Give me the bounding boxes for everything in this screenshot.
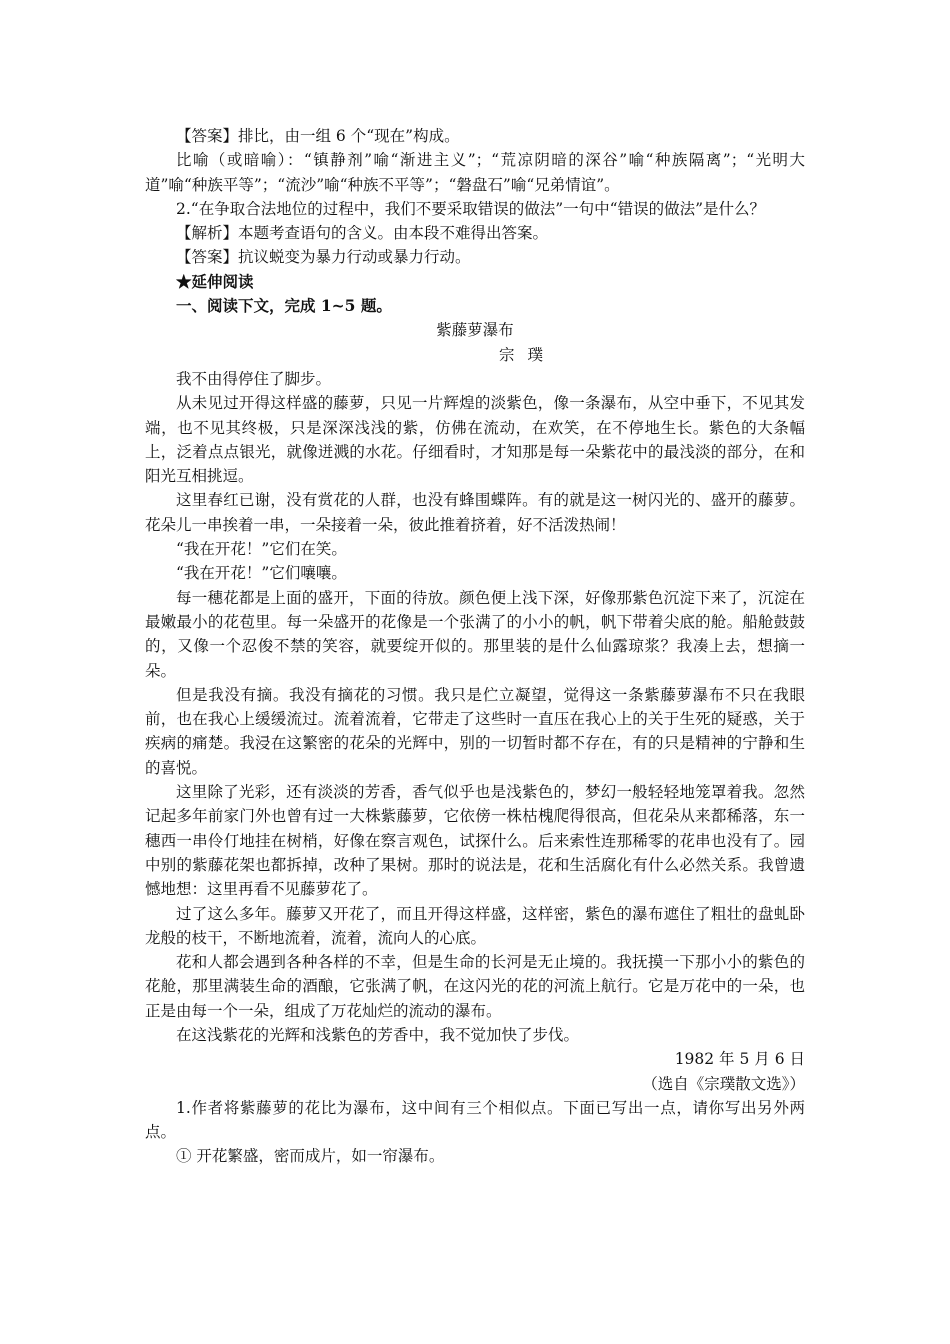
article-paragraph: 但是我没有摘。我没有摘花的习惯。我只是伫立凝望，觉得这一条紫藤萝瀑布不只在我眼前，也在我心上缓缓流过。流着流着，它带走了这些时一直压在我心上的关于生死的疑惑，关于疾病的痛楚。我浸在这繁密的花朵的光辉中，别的一切暂时都不存在，有的只是精神的宁静和生的喜悦。 (145, 685, 805, 777)
article-date: 1982 年 5 月 6 日 (674, 1050, 805, 1069)
article-paragraph: “我在开花！”它们嚷嚷。 (176, 564, 347, 583)
question-2-answer: 【答案】抗议蜕变为暴力行动或暴力行动。 (176, 248, 471, 267)
article-source: （选自《宗璞散文选》） (642, 1074, 805, 1093)
article-paragraph: 过了这么多年。藤萝又开花了，而且开得这样盛，这样密，紫色的瀑布遮住了粗壮的盘虬卧龙般的枝干，不断地流着，流着，流向人的心底。 (145, 904, 805, 947)
document-page (145, 124, 805, 1169)
article-paragraph: 我不由得停住了脚步。 (176, 369, 332, 388)
question-2: 2.“在争取合法地位的过程中，我们不要采取错误的做法”一句中“错误的做法”是什么？ (176, 199, 765, 218)
question-1: 1.作者将紫藤萝的花比为瀑布，这中间有三个相似点。下面已写出一点，请你写出另外两点。 (145, 1098, 805, 1142)
article-paragraph: 从未见过开得这样盛的藤萝，只见一片辉煌的淡紫色，像一条瀑布，从空中垂下，不见其发端，也不见其终极，只是深深浅浅的紫，仿佛在流动，在欢笑，在不停地生长。紫色的大条幅上，泛着点点银光，就像迸溅的水花。仔细看时，才知那是每一朵紫花中的最浅淡的部分，在和阳光互相挑逗。 (145, 394, 805, 486)
article-title: 紫藤萝瀑布 (436, 321, 514, 340)
article-paragraph: 这里春红已谢，没有赏花的人群，也没有蜂围蝶阵。有的就是这一树闪光的、盛开的藤萝。花朵儿一串挨着一串，一朵接着一朵，彼此推着挤着，好不活泼热闹！ (145, 491, 805, 534)
answer-metaphor-paragraph: 比喻（或暗喻）：“镇静剂”喻“渐进主义”；“荒凉阴暗的深谷”喻“种族隔离”；“光明大道”喻“种族平等”；“流沙”喻“种族不平等”；“磐盘石”喻“兄弟情谊”。 (145, 151, 805, 194)
article-paragraph: 这里除了光彩，还有淡淡的芳香，香气似乎也是浅紫色的，梦幻一般轻轻地笼罩着我。忽然记起多年前家门外也曾有过一大株紫藤萝，它依傍一株枯槐爬得很高，但花朵从来都稀落，东一穗西一串伶仃地挂在树梢，好像在察言观色，试探什么。后来索性连那稀零的花串也没有了。园中别的紫藤花架也都拆掉，改种了果树。那时的说法是，花和生活腐化有什么必然关系。我曾遗憾地想：这里再看不见藤萝花了。 (145, 783, 805, 899)
question-2-analysis: 【解析】本题考查语句的含义。由本段不难得出答案。 (176, 224, 549, 243)
article-paragraph: 在这浅紫花的光辉和浅紫色的芳香中，我不觉加快了步伐。 (176, 1025, 580, 1044)
question-1-point-1: ① 开花繁盛，密而成片，如一帘瀑布。 (176, 1147, 445, 1166)
answer-paragraph: 【答案】排比，由一组 6 个“现在”构成。 (176, 127, 460, 145)
section-instruction: 一、阅读下文，完成 1~5 题。 (176, 296, 392, 316)
article-paragraph: 花和人都会遇到各种各样的不幸，但是生命的长河是无止境的。我抚摸一下那小小的紫色的花舱，那里满装生命的酒酿，它张满了帆，在这闪光的花的河流上航行。它是万花中的一朵，也正是由每一个一朵，组成了万花灿烂的流动的瀑布。 (145, 953, 805, 1020)
article-paragraph: 每一穗花都是上面的盛开，下面的待放。颜色便上浅下深，好像那紫色沉淀下来了，沉淀在最嫩最小的花苞里。每一朵盛开的花像是一个张满了的小小的帆，帆下带着尖底的舱。船舱鼓鼓的，又像一个忍俊不禁的笑容，就要绽开似的。那里装的是什么仙露琼浆？我凑上去，想摘一朵。 (145, 588, 805, 680)
article-paragraph: “我在开花！”它们在笑。 (176, 540, 347, 559)
article-author: 宗 璞 (499, 345, 547, 364)
section-heading: ★延伸阅读 (176, 271, 254, 291)
